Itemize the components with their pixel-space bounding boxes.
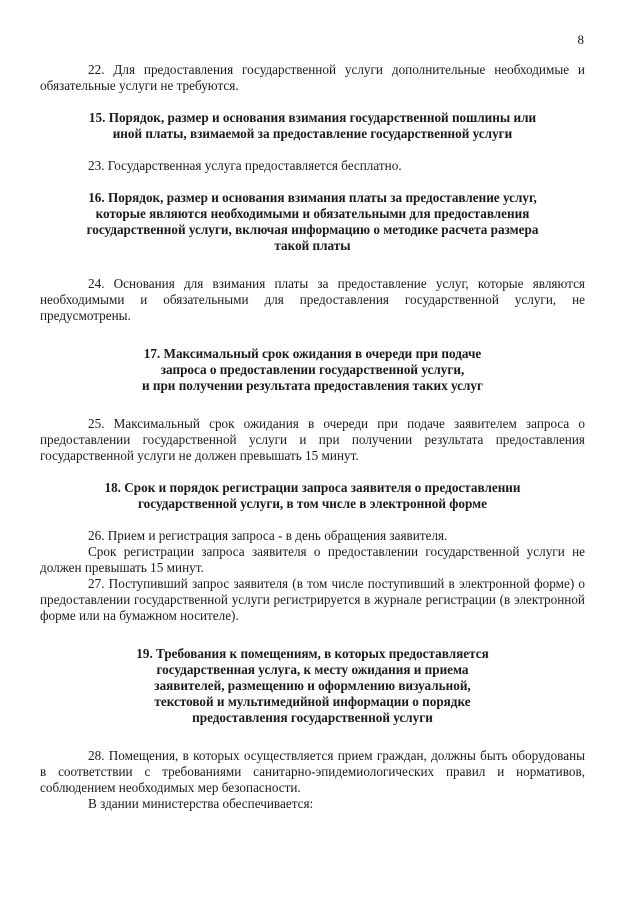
section-heading-17: 17. Максимальный срок ожидания в очереди при подаче запроса о предоставлении государственной услуги, и при получении результата предоставления таких услуг (141, 346, 483, 393)
paragraph-25: 25. Максимальный срок ожидания в очереди при подаче заявителем запроса о предоставлении государственной услуги и при получении результата предоставления государственной услуги не должен превышать 15 минут. (40, 416, 585, 463)
section-heading-16: 16. Порядок, размер и основания взимания платы за предоставление услуг, которые являются необходимыми и обязательными для предоставления государственной услуги, включая информацию о методике расчета размера такой платы (86, 190, 539, 253)
section-heading-18: 18. Срок и порядок регистрации запроса заявителя о предоставлении государственной услуги, в том числе в электронной форме (104, 480, 521, 511)
paragraph-26-continued: Срок регистрации запроса заявителя о предоставлении государственной услуги не должен превышать 15 минут. (40, 544, 585, 575)
section-heading-15: 15. Порядок, размер и основания взимания государственной пошлины или иной платы, взимаемой за предоставление государственной услуги (88, 110, 537, 141)
paragraph-22: 22. Для предоставления государственной услуги дополнительные необходимые и обязательные услуги не требуются. (40, 62, 585, 93)
paragraph-28: 28. Помещения, в которых осуществляется прием граждан, должны быть оборудованы в соответствии с требованиями санитарно-эпидемиологических правил и нормативов, соблюдением необходимых мер безопасности. (40, 748, 585, 795)
document-body (40, 62, 585, 812)
paragraph-26: 26. Прием и регистрация запроса - в день обращения заявителя. (88, 528, 448, 543)
paragraph-24: 24. Основания для взимания платы за предоставление услуг, которые являются необходимыми и обязательными для предоставления государственной услуги, не предусмотрены. (40, 276, 585, 323)
paragraph-28-continued: В здании министерства обеспечивается: (88, 796, 314, 811)
page-number: 8 (577, 32, 584, 47)
paragraph-27: 27. Поступивший запрос заявителя (в том числе поступивший в электронной форме) о предоставлении государственной услуги регистрируется в журнале регистрации (в электронной форме или на бумажном носителе). (40, 576, 585, 623)
section-heading-19: 19. Требования к помещениям, в которых предоставляется государственная услуга, к месту ожидания и приема заявителей, размещению и оформлению визуальной, текстовой и мультимедийной информации о порядке предоставления государственной услуги (136, 646, 489, 725)
paragraph-23: 23. Государственная услуга предоставляется бесплатно. (88, 158, 402, 173)
